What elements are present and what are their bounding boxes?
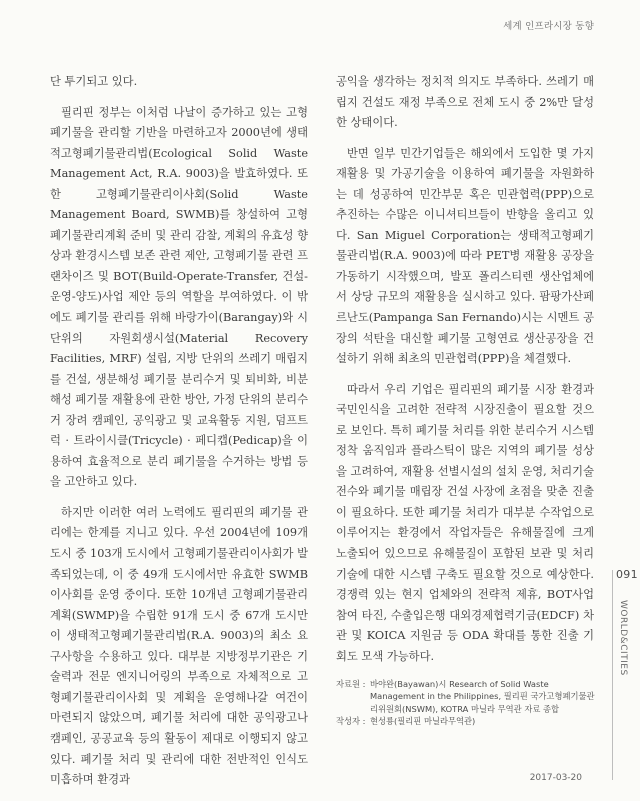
body-paragraph: 반면 일부 민간기업들은 해외에서 도입한 몇 가지 재활용 및 가공기술을 이용하여 폐기물을 자원화하는 데 성공하여 민간부문 혹은 민관협력(PPP)으로 추진하는 수많은 이니셔티브들이 반향을 올리고 있다. San Miguel Corporation는 생태적고형폐기물관리법(R.A. 9003)에 따라 PET병 재활용 공장을 가동하기 시작했으며, 발포 폴리스티렌 생산업체에서 상당 규모의 재활용을 실시하고 있다. 팜팡가산페르난도(Pampanga San Fernando)시는 시멘트 공장의 석탄을 대신할 폐기물 고형연료 생산공장을 건설하기 위해 최초의 민관협력(PPP)을 체결했다. <box>336 146 594 366</box>
body-paragraph: 하지만 이러한 여러 노력에도 필리핀의 폐기물 관리에는 한계를 지니고 있다. 우선 2004년에 109개 도시 중 103개 도시에서 고형폐기물관리이사회가 발족되었는데, 이 중 49개 도시에서만 유효한 SWMB 이사회를 운영 중이다. 또한 10개년 고형폐기물관리계획(SWMP)을 수립한 91개 도시 중 67개 도시만이 생태적고형폐기물관리법(R.A. 9003)의 최소 요구사항을 수용하고 있다. 대부분 지방정부기관은 기술력과 전문 엔지니어링의 부족으로 자체적으로 고형폐기물관리이사회 및 계획을 운영해나갈 여건이 마련되지 않았으며, 폐기물 처리에 대한 공익광고나 캠페인, 공공교육 등의 활동이 제대로 이행되지 않고 있다. 폐기물 처리 및 관리에 대한 전반적인 인식도 미흡하며 환경과 <box>50 505 308 787</box>
page-number: 091 <box>616 568 638 581</box>
author-label: 작성자 : <box>336 716 366 727</box>
body-paragraph: 공익을 생각하는 정치적 의지도 부족하다. 쓰레기 매립지 건설도 재정 부족으로 전체 도시 중 2%만 달성한 상태이다. <box>336 75 594 130</box>
source-label: 자료원 : <box>336 679 366 689</box>
right-text-column <box>336 72 594 677</box>
author-row <box>336 715 598 727</box>
source-text: 바야완(Bayawan)시 Research of Solid Waste Management in the Philippines, 필리핀 국가고형폐기물관리위원회(NSWM), KOTRA 마닐라 무역관 자료 종합 <box>370 679 595 714</box>
body-paragraph: 따라서 우리 기업은 필리핀의 폐기물 시장 환경과 국민인식을 고려한 전략적 시장진출이 필요할 것으로 보인다. 특히 폐기물 처리를 위한 분리수거 시스템 정착 움직임과 플라스틱이 많은 지역의 폐기물 성상을 고려하여, 재활용 선별시설의 설치 운영, 처리기술 전수와 폐기물 매립장 건설 사장에 초점을 맞춘 진출이 필요하다. 또한 폐기물 처리가 대부분 수작업으로 이루어지는 환경에서 작업자들은 유해물질에 크게 노출되어 있으므로 유해물질이 포함된 보관 및 처리기술에 대한 시스템 구축도 필요할 것으로 예상한다. 경쟁력 있는 현지 업체와의 전략적 제휴, BOT사업 참여 타진, 수출입은행 대외경제협력기금(EDCF) 차관 및 KOICA 지원금 등 ODA 확대를 통한 진출 기회도 모색 가능하다. <box>336 382 594 663</box>
side-divider <box>612 570 613 780</box>
running-header-title: 세계 인프라시장 동향 <box>503 21 594 32</box>
source-row <box>336 678 598 715</box>
section-name-vertical: WORLD&CITIES <box>618 600 628 676</box>
body-paragraph: 필리핀 정부는 이처럼 나날이 증가하고 있는 고형폐기물을 관리할 기반을 마련하고자 2000년에 생태적고형폐기물관리법(Ecological Solid Waste Management Act, R.A. 9003)을 발효하였다. 또한 고형폐기물관리이사회(Solid Waste Management Board, SWMB)를 창설하여 고형폐기물관리계획 준비 및 관리 감찰, 계획의 유효성 향상과 환경시스템 보존 관련 제안, 고형폐기물 관련 프랜차이즈 및 BOT(Build-Operate-Transfer, 건설-운영-양도)사업 제안 등의 역할을 부여하였다. 이 밖에도 폐기물 관리를 위해 바랑가이(Barangay)와 시 단위의 자원회생시설(Material Recovery Facilities, MRF) 설립, 지방 단위의 쓰레기 매립지를 건설, 생분해성 폐기물 분리수거 및 퇴비화, 비분해성 폐기물 재활용에 관한 방안, 가정 단위의 분리수거 장려 캠페인, 공익광고 및 교육활동 지원, 덤프트럭 · 트라이시클(Tricycle) · 페디캡(Pedicap)을 이용하여 효율적으로 분리 폐기물을 수거하는 방법 등을 고안하고 있다. <box>50 105 308 489</box>
author-text: 현성룡(필리핀 마닐라무역관) <box>370 716 476 727</box>
body-paragraph: 단 투기되고 있다. <box>50 75 138 88</box>
left-text-column <box>50 72 308 801</box>
source-note <box>336 678 598 728</box>
publication-date: 2017-03-20 <box>529 773 582 783</box>
